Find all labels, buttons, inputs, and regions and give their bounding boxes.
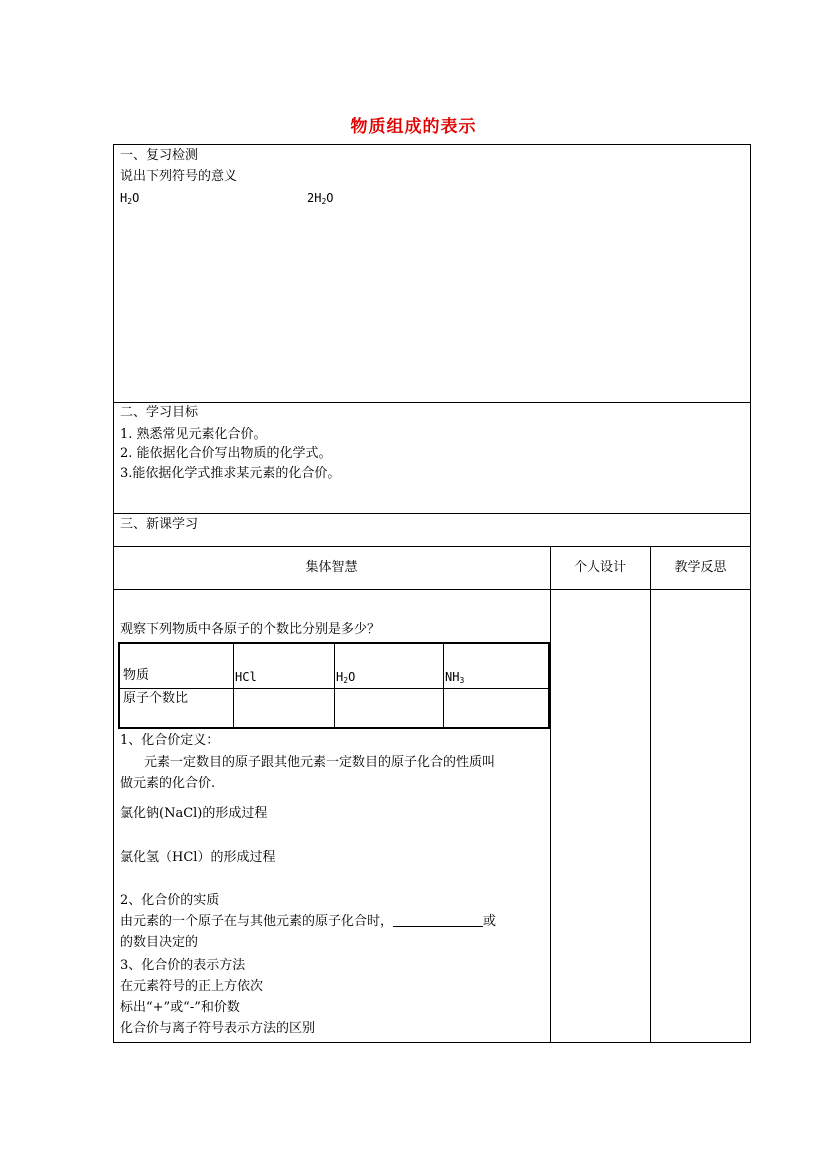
fill-in-blank[interactable] <box>393 914 483 927</box>
goal-item: 1. 熟悉常见元素化合价。 <box>120 427 267 442</box>
section3-heading: 三、新课学习 <box>120 517 199 532</box>
valence-notation-text: 化合价与离子符号表示方法的区别 <box>120 1021 316 1036</box>
valence-essence-heading: 2、化合价的实质 <box>120 893 220 908</box>
divider <box>443 643 444 729</box>
divider <box>334 643 335 729</box>
column-header-reflection: 教学反思 <box>674 560 727 575</box>
column-header-collective: 集体智慧 <box>305 560 358 575</box>
section2-heading: 二、学习目标 <box>120 405 199 420</box>
valence-notation-text: 在元素符号的正上方依次 <box>120 979 264 994</box>
hcl-formation: 氯化氢（HCl）的形成过程 <box>120 850 276 865</box>
column-header-personal: 个人设计 <box>573 560 626 575</box>
goal-item: 3.能依据化学式推求某元素的化合价。 <box>120 466 341 481</box>
divider <box>113 546 751 547</box>
valence-essence-text: 由元素的一个原子在与其他元素的原子化合时， 或 <box>120 914 497 929</box>
valence-definition-text: 元素一定数目的原子跟其他元素一定数目的原子化合的性质叫 <box>144 755 496 770</box>
valence-notation-heading: 3、化合价的表示方法 <box>120 958 246 973</box>
substance-h2o: $H_2O$ <box>336 670 356 685</box>
formula-h2o: $H_2O$ <box>120 191 140 206</box>
observe-prompt: 观察下列物质中各原子的个数比分别是多少？ <box>120 622 381 637</box>
valence-essence-text: 的数目决定的 <box>120 935 199 950</box>
divider <box>113 589 751 590</box>
table-label-ratio: 原子个数比 <box>123 691 189 706</box>
substance-hcl: HCl <box>235 670 257 684</box>
section1-heading: 一、复习检测 <box>120 148 199 163</box>
valence-definition-text: 做元素的化合价. <box>120 776 216 791</box>
divider <box>550 546 551 1043</box>
section1-prompt: 说出下列符号的意义 <box>120 169 238 184</box>
substance-nh3: $NH_3$ <box>445 670 465 685</box>
divider <box>233 643 234 729</box>
table-label-substance: 物质 <box>123 668 150 683</box>
goal-item: 2. 能依据化合价写出物质的化学式。 <box>120 446 332 461</box>
formula-2h2o: $2H_2O$ <box>307 191 334 206</box>
divider <box>113 402 751 403</box>
page-title: 物质组成的表示 <box>350 117 477 137</box>
nacl-formation: 氯化钠(NaCl)的形成过程 <box>120 806 268 821</box>
valence-notation-text: 标出“+”或“-”和价数 <box>120 1000 240 1015</box>
divider <box>113 513 751 514</box>
divider <box>650 546 651 1043</box>
valence-definition-heading: 1、化合价定义： <box>120 733 220 748</box>
